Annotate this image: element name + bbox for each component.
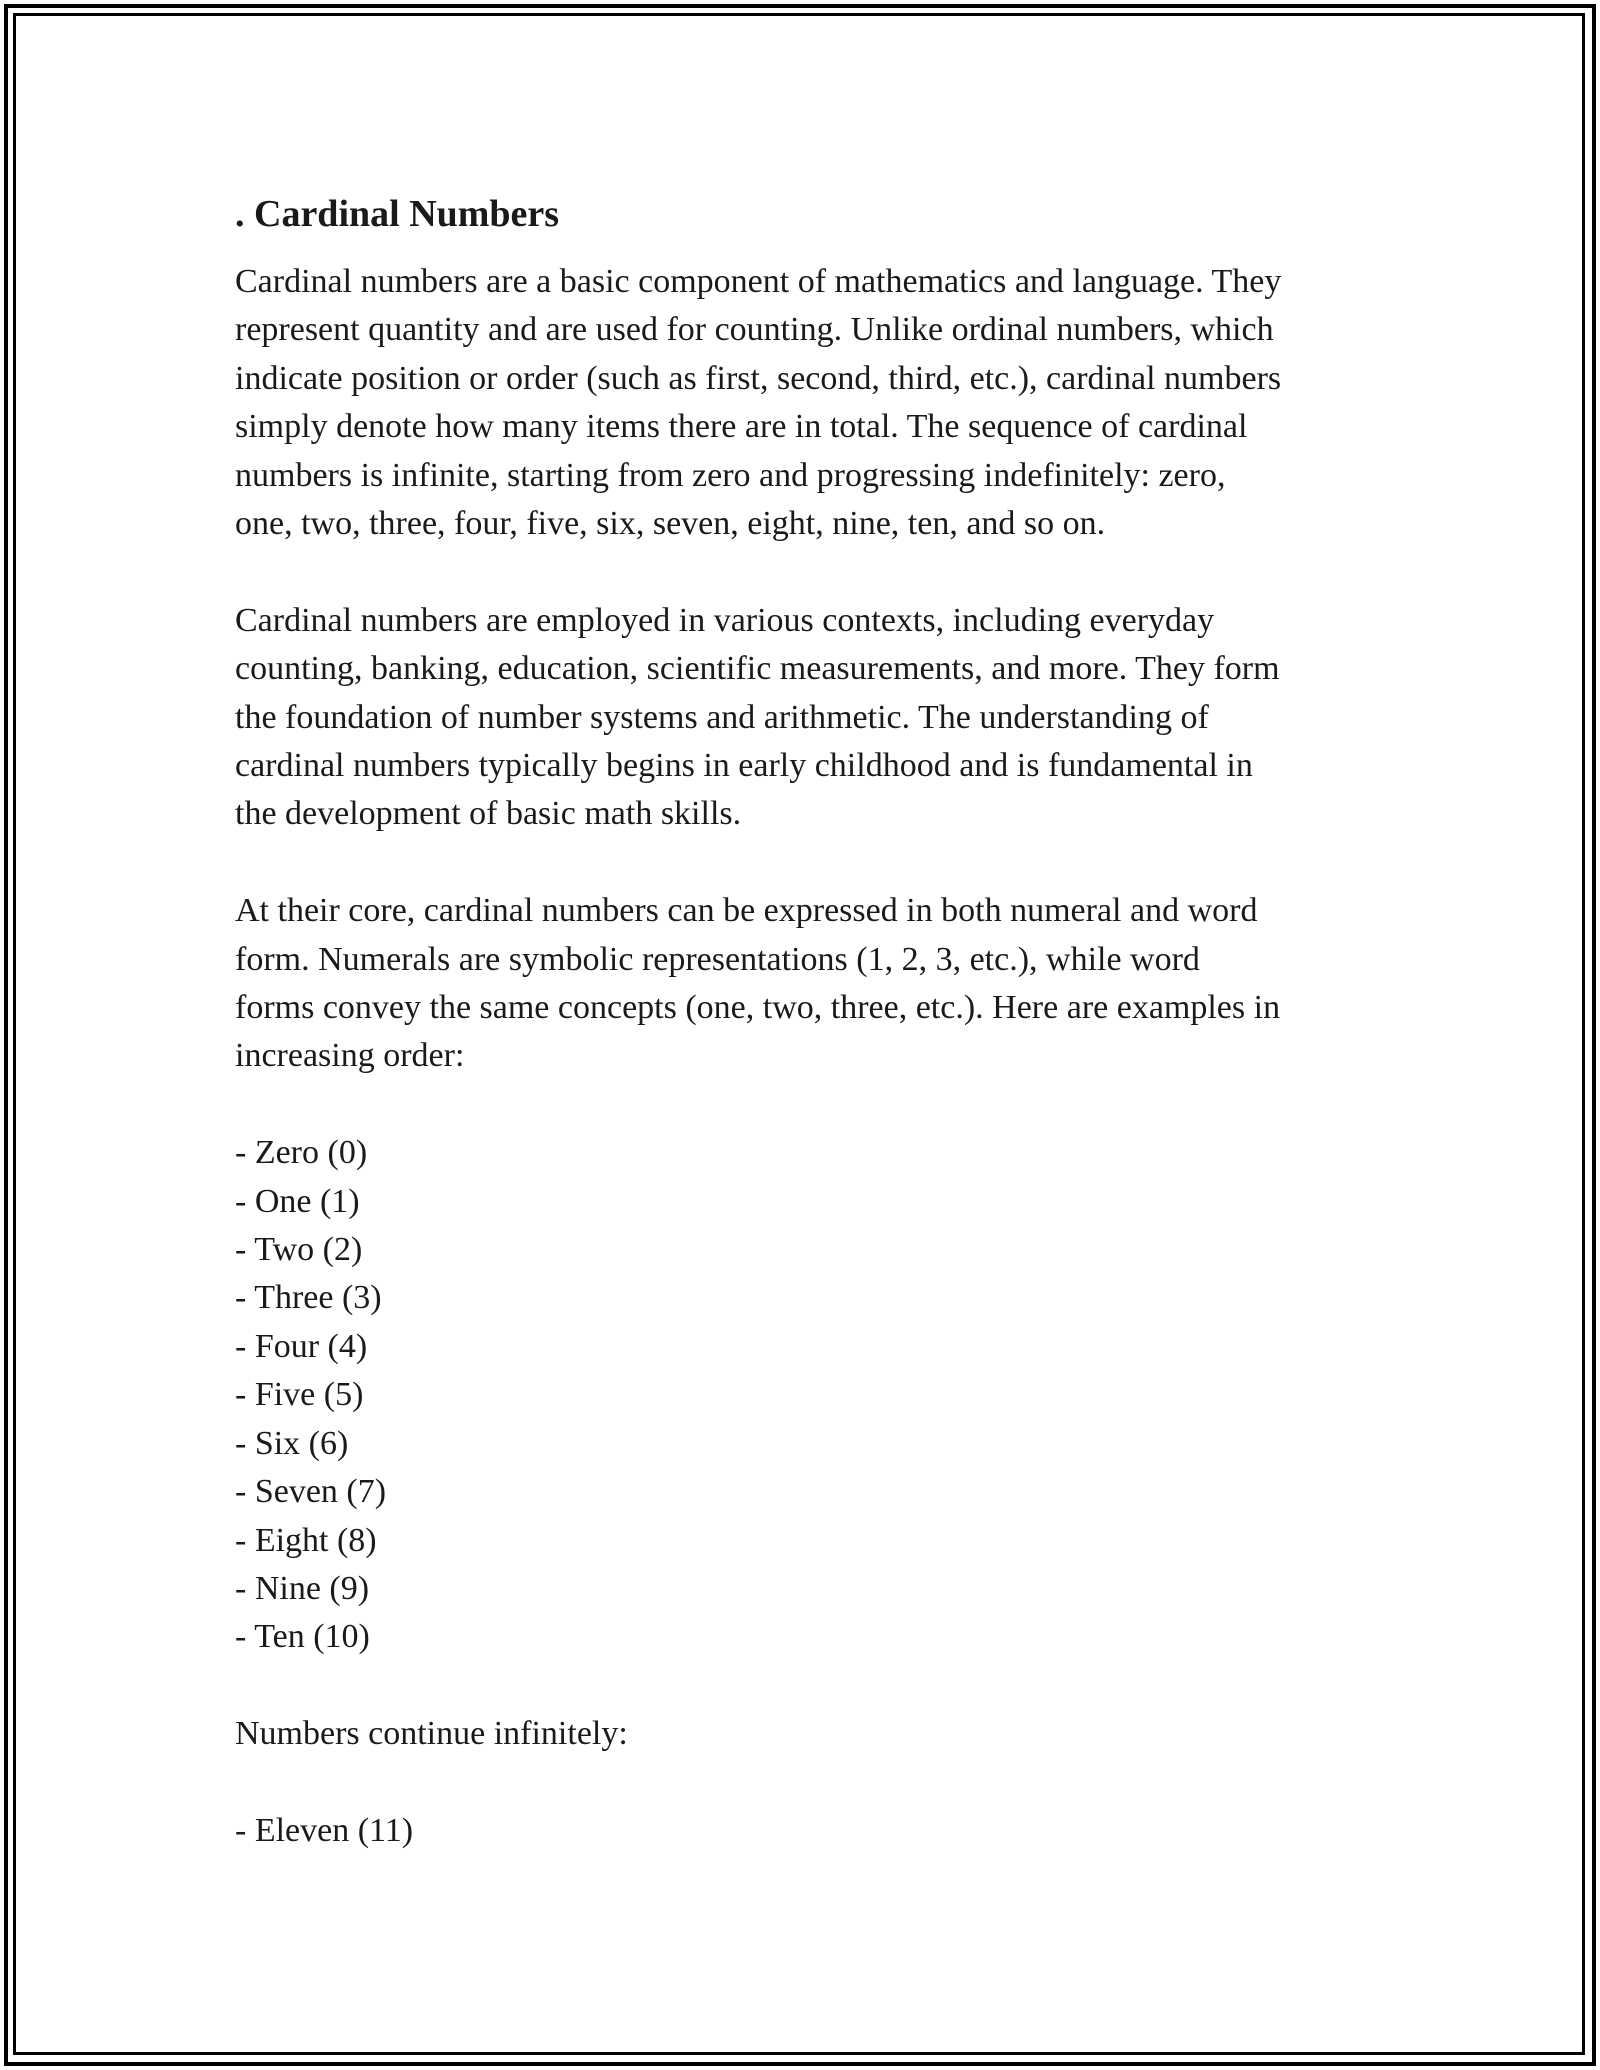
list-item: - One (1)	[235, 1182, 360, 1220]
paragraph-intro: Cardinal numbers are a basic component of mathematics and language. They represent quantity and are used for counting. Unlike ordinal numbers, which indicate position or order (such as first, second, third, etc.), cardinal numbers simply denote how many items there are in total. The sequence of cardinal numbers is infinite, starting from zero and progressing indefinitely: zero, one, two, three, four, five, six, seven, eight, nine, ten, and so on.	[235, 263, 1282, 543]
list-item: - Eleven (11)	[235, 1811, 414, 1849]
list-item: - Two (2)	[235, 1231, 363, 1269]
examples-list	[235, 1129, 1385, 1661]
document-body	[235, 184, 1385, 1855]
list-item: - Seven (7)	[235, 1473, 387, 1511]
list-item: - Three (3)	[235, 1279, 382, 1317]
paragraph-forms: At their core, cardinal numbers can be expressed in both numeral and word form. Numerals are symbolic representations (1, 2, 3, etc.), while word forms convey the same concepts (one, two, three, etc.). Here are examples in increasing order:	[235, 892, 1281, 1075]
paragraph-contexts: Cardinal numbers are employed in various contexts, including everyday counting, banking, education, scientific measurements, and more. They form the foundation of number systems and arithmetic. The understanding of cardinal numbers typically begins in early childhood and is fundamental in the development of basic math skills.	[235, 601, 1280, 833]
list-item: - Nine (9)	[235, 1569, 370, 1607]
list-item: - Eight (8)	[235, 1521, 377, 1559]
list-item: - Five (5)	[235, 1376, 364, 1414]
more-examples-list	[235, 1807, 1385, 1855]
list-item: - Ten (10)	[235, 1618, 370, 1656]
continue-text: Numbers continue infinitely:	[235, 1715, 628, 1753]
list-item: - Six (6)	[235, 1424, 349, 1462]
list-item: - Four (4)	[235, 1327, 368, 1365]
section-heading: . Cardinal Numbers	[235, 193, 560, 235]
list-item: - Zero (0)	[235, 1134, 368, 1172]
